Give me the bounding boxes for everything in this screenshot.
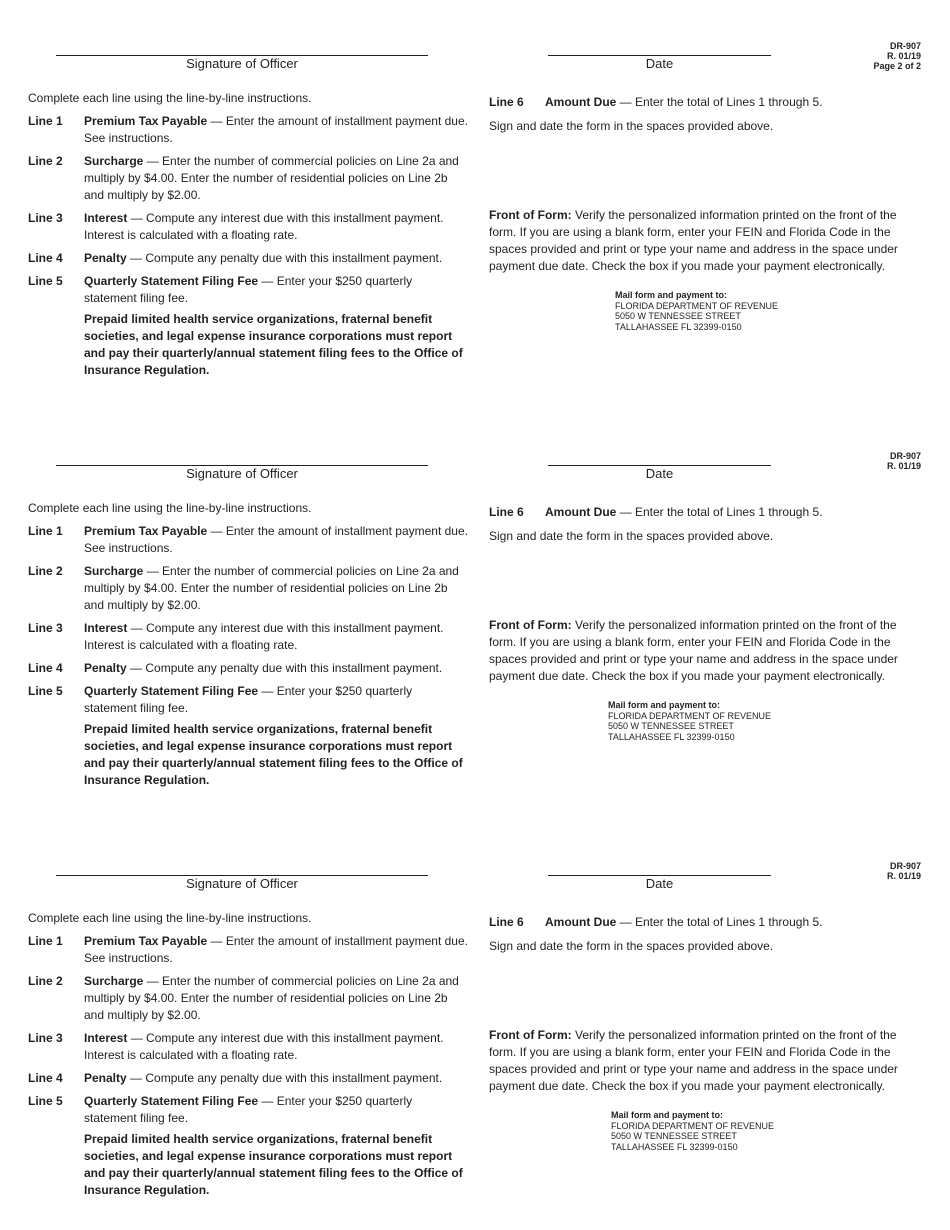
line-description: — Compute any interest due with this installment payment. Interest is calculated with a floating rate.: [84, 621, 444, 652]
form-code: DR-907: [889, 41, 921, 51]
mail-line-3: TALLAHASSEE FL 32399-0150: [608, 731, 735, 742]
filing-fee-note: Prepaid limited health service organizations, fraternal benefit societies, and legal expense insurance corporations must report and pay their quarterly/annual statement filing fees to the Office of Insurance Regulation.: [84, 312, 463, 377]
line-title: Interest: [84, 621, 128, 635]
line-title: Quarterly Statement Filing Fee: [84, 684, 259, 698]
form-revision: R. 01/19: [886, 51, 921, 61]
mail-line-2: 5050 W TENNESSEE STREET: [608, 721, 734, 731]
line-title: Surcharge: [84, 564, 144, 578]
line-number: Line 6: [489, 915, 524, 929]
line-2-instruction: [28, 563, 468, 614]
form-id: [887, 451, 921, 471]
line-3-instruction: [28, 620, 468, 654]
front-of-form-text: [489, 207, 909, 275]
form-copy-3: [0, 820, 950, 1230]
line-6-block: [489, 94, 909, 135]
line-title: Premium Tax Payable: [84, 524, 208, 538]
mail-line-1: FLORIDA DEPARTMENT OF REVENUE: [615, 300, 779, 311]
line-description: — Enter the number of commercial policies on Line 2a and multiply by $4.00. Enter the number of residential policies on Line 2b and multiply by $2.00.: [84, 974, 459, 1022]
line-5-instruction: [28, 273, 468, 307]
line-1-instruction: [28, 523, 468, 557]
mail-title: Mail form and payment to:: [615, 290, 728, 300]
front-description: Verify the personalized information printed on the front of the form. If you are using a blank form, enter your FEIN and Florida Code in the spaces provided and print or type your name and address in the space under payment due date. Check the box if you made your payment electronically.: [489, 1028, 898, 1093]
signature-label: Signature of Officer: [186, 56, 298, 71]
line-6-instruction: [489, 914, 909, 931]
line-title: Amount Due: [545, 505, 617, 519]
line-1-instruction: [28, 113, 468, 147]
line-title: Premium Tax Payable: [84, 934, 208, 948]
signature-label: Signature of Officer: [186, 876, 298, 891]
front-title: Front of Form:: [489, 1028, 572, 1042]
line-title: Amount Due: [545, 95, 617, 109]
front-of-form-text: [489, 617, 909, 685]
line-number: Line 1: [28, 934, 63, 948]
date-label: Date: [645, 876, 674, 891]
line-title: Premium Tax Payable: [84, 114, 208, 128]
intro-text: Complete each line using the line-by-line instructions.: [28, 911, 312, 925]
mail-line-3: TALLAHASSEE FL 32399-0150: [611, 1141, 738, 1152]
line-title: Quarterly Statement Filing Fee: [84, 274, 259, 288]
mail-line-2: 5050 W TENNESSEE STREET: [615, 311, 741, 321]
line-number: Line 1: [28, 524, 63, 538]
line-number: Line 5: [28, 274, 63, 288]
line-title: Interest: [84, 211, 128, 225]
line-description: — Enter your $250 quarterly statement filing fee.: [84, 1094, 413, 1125]
line-6-block: [489, 914, 909, 955]
line-description: — Enter your $250 quarterly statement filing fee.: [84, 274, 413, 305]
line-4-instruction: [28, 660, 468, 677]
line-description: — Enter the number of commercial policies on Line 2a and multiply by $4.00. Enter the number of residential policies on Line 2b and multiply by $2.00.: [84, 154, 459, 202]
line-title: Amount Due: [545, 915, 617, 929]
mail-line-1: FLORIDA DEPARTMENT OF REVENUE: [608, 710, 772, 721]
intro-text: Complete each line using the line-by-line instructions.: [28, 501, 312, 515]
page-number: Page 2 of 2: [873, 61, 921, 71]
form-copy-2: [0, 410, 950, 820]
mail-line-2: 5050 W TENNESSEE STREET: [611, 1131, 737, 1141]
mailing-address: [615, 290, 778, 332]
line-title: Penalty: [84, 661, 127, 675]
line-description: — Enter the amount of installment payment due. See instructions.: [84, 114, 468, 145]
intro-text: Complete each line using the line-by-line instructions.: [28, 91, 312, 105]
line-5-instruction: [28, 683, 468, 717]
filing-fee-note: Prepaid limited health service organizations, fraternal benefit societies, and legal expense insurance corporations must report and pay their quarterly/annual statement filing fees to the Office of Insurance Regulation.: [84, 1132, 463, 1197]
line-title: Quarterly Statement Filing Fee: [84, 1094, 259, 1108]
line-description: — Enter the number of commercial policies on Line 2a and multiply by $4.00. Enter the number of residential policies on Line 2b and multiply by $2.00.: [84, 564, 459, 612]
front-of-form-text: [489, 1027, 909, 1095]
line-title: Penalty: [84, 1071, 127, 1085]
line-number: Line 3: [28, 211, 63, 225]
filing-fee-note: Prepaid limited health service organizations, fraternal benefit societies, and legal expense insurance corporations must report and pay their quarterly/annual statement filing fees to the Office of Insurance Regulation.: [84, 722, 463, 787]
line-number: Line 4: [28, 1071, 63, 1085]
signature-label: Signature of Officer: [186, 466, 298, 481]
sign-date-text: Sign and date the form in the spaces provided above.: [489, 939, 774, 953]
line-instructions: [28, 910, 468, 1199]
mailing-address: [611, 1110, 774, 1152]
line-number: Line 5: [28, 684, 63, 698]
mailing-address: [608, 700, 771, 742]
mail-line-3: TALLAHASSEE FL 32399-0150: [615, 321, 742, 332]
front-title: Front of Form:: [489, 208, 572, 222]
line-number: Line 3: [28, 1031, 63, 1045]
front-title: Front of Form:: [489, 618, 572, 632]
line-number: Line 1: [28, 114, 63, 128]
form-revision: R. 01/19: [886, 461, 921, 471]
line-2-instruction: [28, 973, 468, 1024]
line-instructions: [28, 90, 468, 379]
line-5-instruction: [28, 1093, 468, 1127]
line-description: — Enter your $250 quarterly statement filing fee.: [84, 684, 413, 715]
line-description: — Enter the total of Lines 1 through 5.: [616, 915, 823, 929]
line-description: — Compute any penalty due with this installment payment.: [126, 1071, 443, 1085]
line-number: Line 5: [28, 1094, 63, 1108]
line-6-instruction: [489, 504, 909, 521]
line-1-instruction: [28, 933, 468, 967]
mail-title: Mail form and payment to:: [611, 1110, 724, 1120]
line-description: — Compute any penalty due with this installment payment.: [126, 251, 443, 265]
line-4-instruction: [28, 250, 468, 267]
line-number: Line 6: [489, 505, 524, 519]
line-number: Line 4: [28, 251, 63, 265]
line-6-instruction: [489, 94, 909, 111]
line-title: Surcharge: [84, 154, 144, 168]
line-number: Line 2: [28, 564, 63, 578]
mail-title: Mail form and payment to:: [608, 700, 721, 710]
form-id: [887, 861, 921, 881]
front-description: Verify the personalized information printed on the front of the form. If you are using a blank form, enter your FEIN and Florida Code in the spaces provided and print or type your name and address in the space under payment due date. Check the box if you made your payment electronically.: [489, 618, 898, 683]
line-description: — Enter the amount of installment payment due. See instructions.: [84, 934, 468, 965]
line-description: — Enter the total of Lines 1 through 5.: [616, 95, 823, 109]
line-description: — Enter the amount of installment payment due. See instructions.: [84, 524, 468, 555]
front-description: Verify the personalized information printed on the front of the form. If you are using a blank form, enter your FEIN and Florida Code in the spaces provided and print or type your name and address in the space under payment due date. Check the box if you made your payment electronically.: [489, 208, 898, 273]
line-number: Line 4: [28, 661, 63, 675]
form-revision: R. 01/19: [886, 871, 921, 881]
form-code: DR-907: [889, 861, 921, 871]
line-4-instruction: [28, 1070, 468, 1087]
line-description: — Compute any interest due with this installment payment. Interest is calculated with a floating rate.: [84, 1031, 444, 1062]
line-2-instruction: [28, 153, 468, 204]
mail-line-1: FLORIDA DEPARTMENT OF REVENUE: [611, 1120, 775, 1131]
line-6-block: [489, 504, 909, 545]
line-description: — Compute any penalty due with this installment payment.: [126, 661, 443, 675]
line-description: — Compute any interest due with this installment payment. Interest is calculated with a floating rate.: [84, 211, 444, 242]
form-code: DR-907: [889, 451, 921, 461]
line-instructions: [28, 500, 468, 789]
line-number: Line 3: [28, 621, 63, 635]
line-title: Interest: [84, 1031, 128, 1045]
date-label: Date: [645, 56, 674, 71]
line-number: Line 2: [28, 154, 63, 168]
line-title: Penalty: [84, 251, 127, 265]
form-id: [873, 41, 921, 71]
line-title: Surcharge: [84, 974, 144, 988]
form-copy-1: [0, 0, 950, 410]
line-description: — Enter the total of Lines 1 through 5.: [616, 505, 823, 519]
sign-date-text: Sign and date the form in the spaces provided above.: [489, 529, 774, 543]
line-number: Line 2: [28, 974, 63, 988]
line-number: Line 6: [489, 95, 524, 109]
line-3-instruction: [28, 1030, 468, 1064]
sign-date-text: Sign and date the form in the spaces provided above.: [489, 119, 774, 133]
date-label: Date: [645, 466, 674, 481]
line-3-instruction: [28, 210, 468, 244]
